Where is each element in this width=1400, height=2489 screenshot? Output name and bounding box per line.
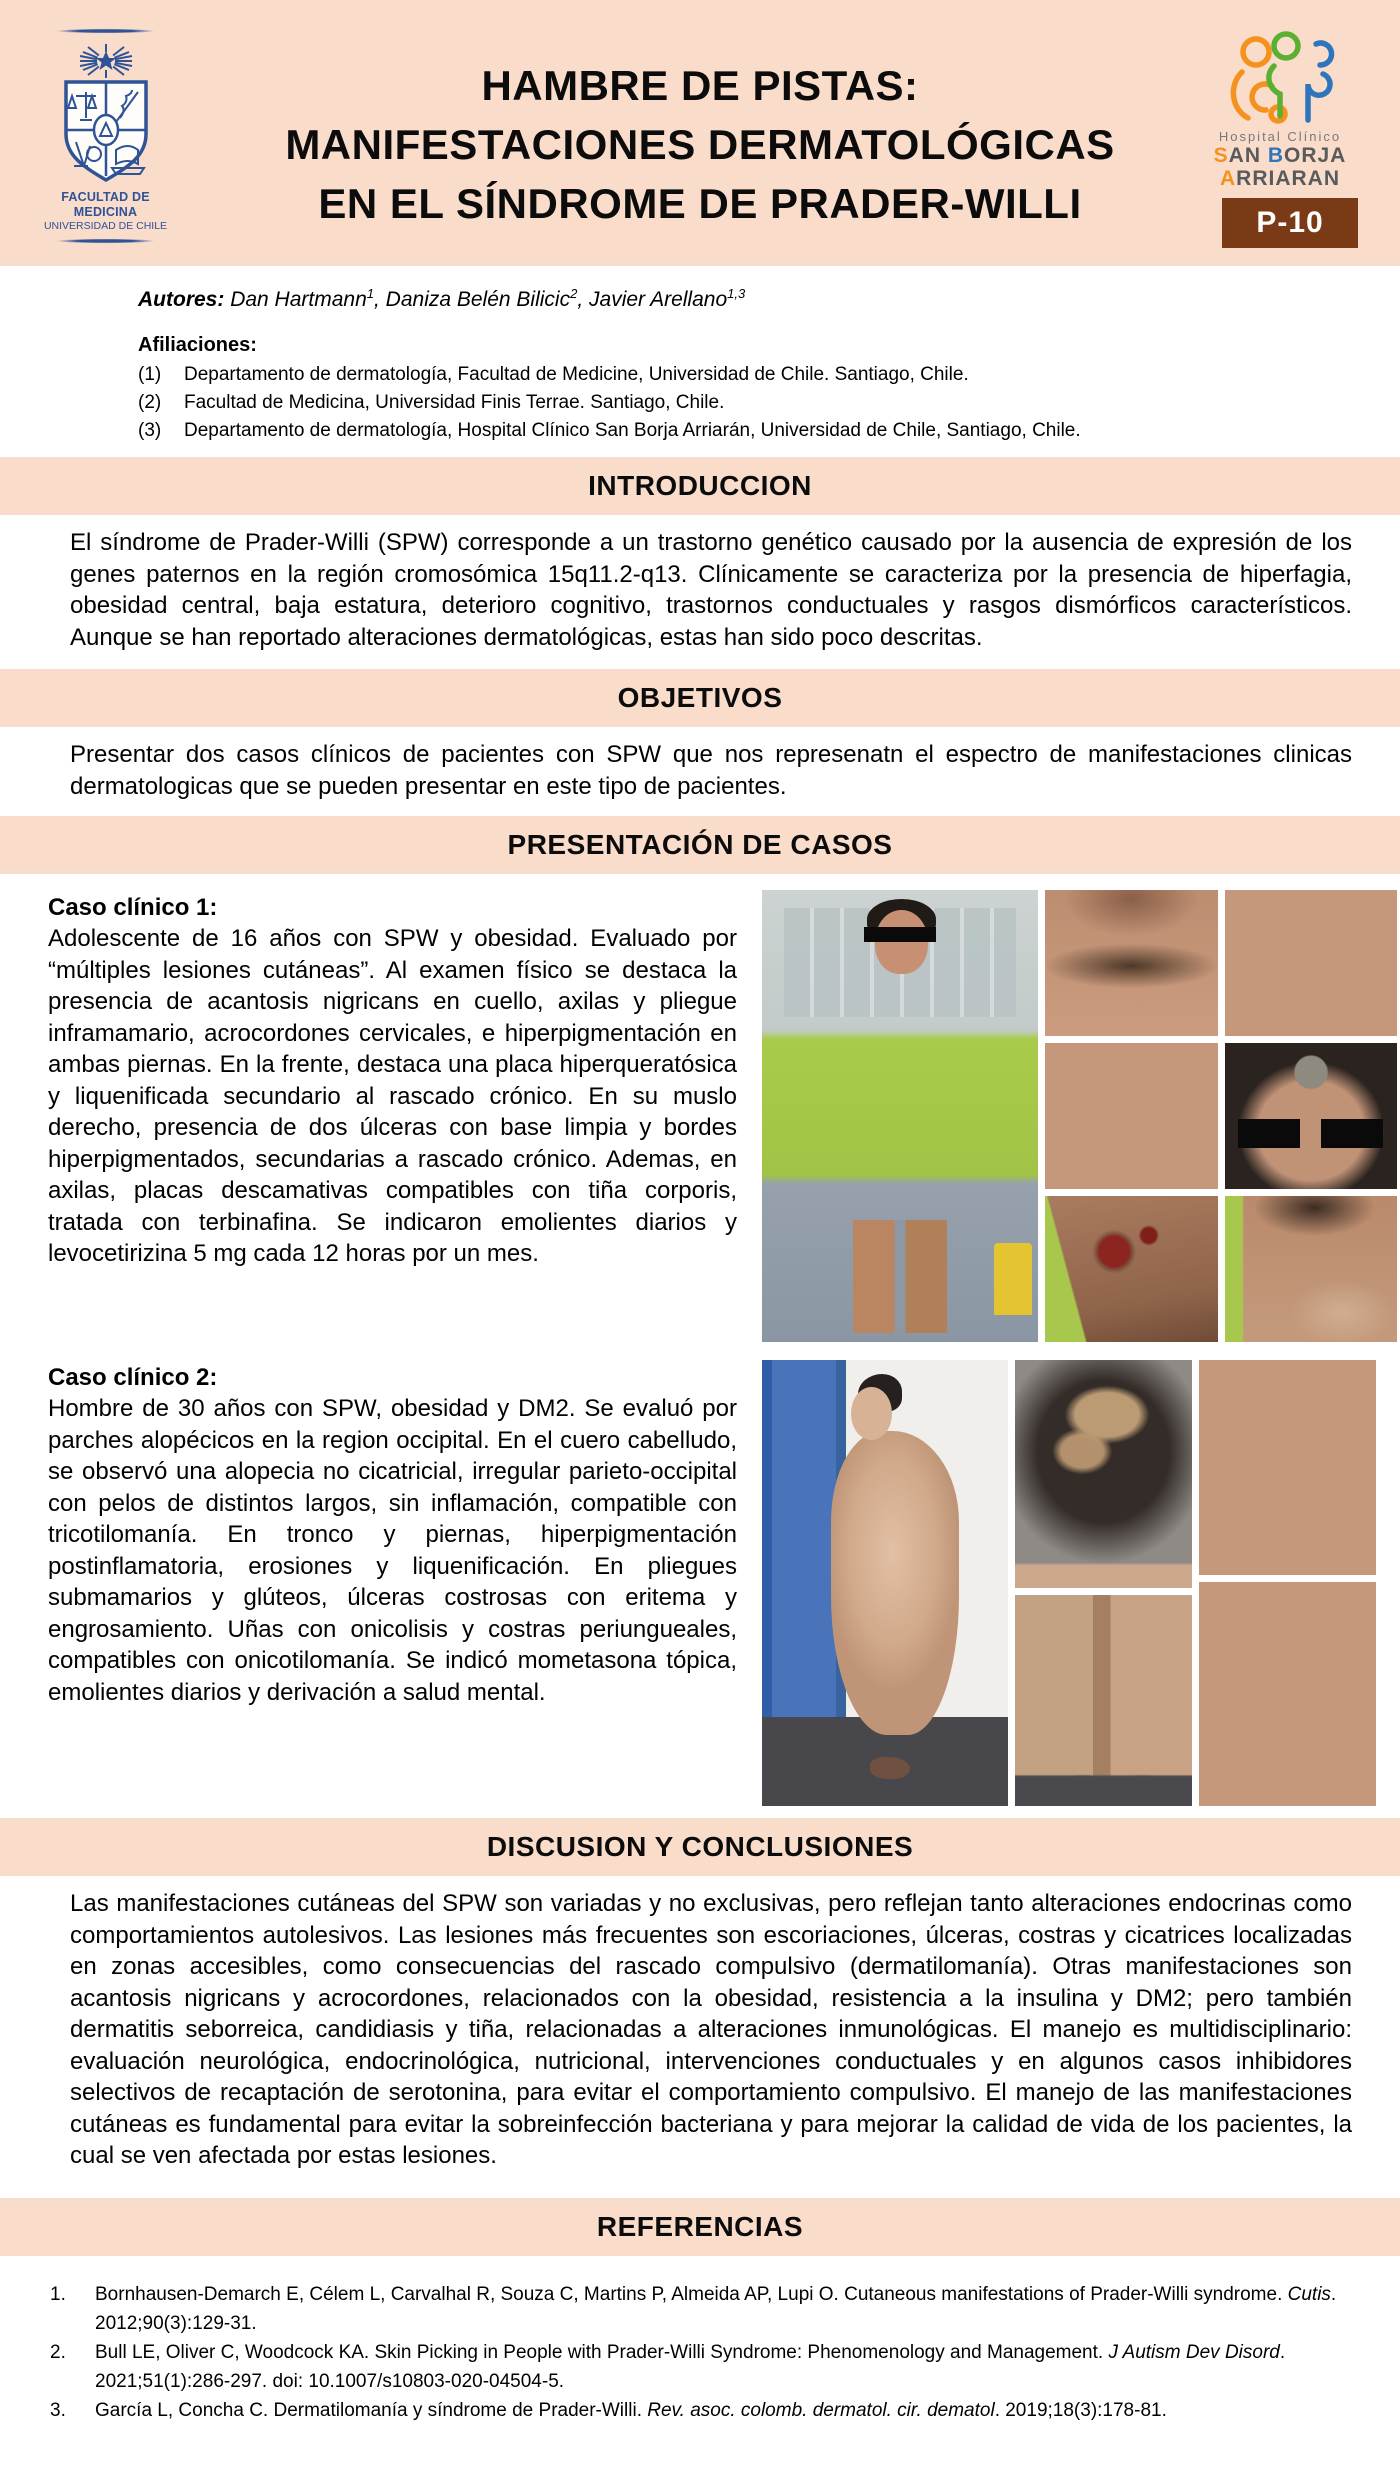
reference-item: 1. Bornhausen-Demarch E, Célem L, Carvalhal R, Souza C, Martins P, Almeida AP, Lupi O. Cutaneous manifestations of Prader-Willi syndrome. Cutis. 2012;90(3):129-31. (50, 2283, 1337, 2334)
authors-line (0, 266, 1400, 312)
hospital-logo-line2: SAN BORJA (1213, 144, 1347, 167)
university-logo (38, 28, 173, 244)
reference-item: 3. García L, Concha C. Dermatilomanía y síndrome de Prader-Willi. Rev. asoc. colomb. dermatol. cir. dematol. 2019;18(3):178-81. (50, 2399, 1167, 2421)
author-1: Dan Hartmann$^1$, (230, 286, 386, 311)
section-header-presentacion-de-casos: PRESENTACIÓN DE CASOS (0, 816, 1400, 874)
case1-photo-neck-front (1045, 890, 1218, 1036)
affiliation-item: (2) Facultad de Medicina, Universidad Finis Terrae. Santiago, Chile. (138, 392, 725, 413)
authors-label: Autores: (138, 288, 225, 311)
section-header-discusion: DISCUSION Y CONCLUSIONES (0, 1818, 1400, 1876)
case1-heading: Caso clínico 1: (48, 894, 218, 921)
case2-photo-legs-front (1015, 1595, 1192, 1806)
case2-photo-middle-column (1015, 1360, 1192, 1806)
poster-title (215, 56, 1185, 233)
objetivos-paragraph: Presentar dos casos clínicos de pacientes con SPW que nos represenatn el espectro de manifestaciones clinicas dermatologicas que se pueden presentar en este tipo de pacientes. (70, 741, 1352, 800)
section-header-introduccion: INTRODUCCION (0, 457, 1400, 515)
section-header-objetivos: OBJETIVOS (0, 669, 1400, 727)
case1-photo-thigh-ulcers (1045, 1196, 1218, 1342)
case1-text (0, 890, 737, 1270)
university-shield-icon (50, 38, 162, 188)
affiliations (0, 312, 1400, 445)
case1-row (0, 890, 1400, 1342)
author-2: Daniza Belén Bilicic$^2$, (385, 286, 590, 311)
hospital-figures-icon (1220, 30, 1340, 126)
yellow-bin (994, 1243, 1033, 1315)
university-logo-sub: UNIVERSIDAD DE CHILE (43, 220, 168, 232)
hospital-logo-line1: Hospital Clínico (1218, 129, 1342, 144)
case2-photo-alopecia-scalp (1015, 1360, 1192, 1588)
case1-photo-neck-side (1225, 890, 1398, 1036)
affiliations-label: Afiliaciones: (138, 334, 257, 356)
case1-photo-full-body (762, 890, 1038, 1342)
case1-photo-hip (1225, 1196, 1398, 1342)
case2-photo-collage (762, 1360, 1376, 1806)
references-list (50, 2280, 1352, 2425)
case2-photo-profile (762, 1360, 1008, 1806)
affiliation-item: (3) Departamento de dermatología, Hospital Clínico San Borja Arriarán, Universidad de Chile, Santiago, Chile. (138, 420, 1081, 441)
title-line-2: MANIFESTACIONES DERMATOLÓGICAS (285, 121, 1115, 168)
case2-photo-torso (1199, 1360, 1376, 1575)
title-line-1: HAMBRE DE PISTAS: (481, 62, 919, 109)
eye-censor-bar (864, 927, 936, 942)
poster-header (0, 0, 1400, 266)
case2-heading: Caso clínico 2: (48, 1364, 218, 1391)
affiliation-item: (1) Departamento de dermatología, Facultad de Medicine, Universidad de Chile. Santiago, Chile. (138, 364, 969, 385)
logo-top-rule (40, 28, 171, 34)
case1-photo-collage (762, 890, 1397, 1342)
case2-photo-right-column (1199, 1360, 1376, 1806)
case2-row (0, 1360, 1400, 1806)
hospital-logo-line3: ARRIARAN (1220, 167, 1340, 190)
case1-photo-forehead (1225, 1043, 1398, 1189)
section-header-referencias: REFERENCIAS (0, 2198, 1400, 2256)
case1-body: Adolescente de 16 años con SPW y obesidad. Evaluado por “múltiples lesiones cutáneas”. Al examen físico se destaca la presencia de acantosis nigricans en cuello, axilas y pliegue inframamario, acrocordones cervicales, e hiperpigmentación en ambas piernas. En la frente, destaca una placa hiperqueratósica y liquenificada secundario al rascado crónico. En su muslo derecho, presencia de dos úlceras con base limpia y bordes hiperpigmentados, secundarias a rascado crónico. Ademas, en axilas, placas descamativas compatibles con tiña corporis, tratada con terbinafina. Se indicaron emolientes diarios y levocetirizina 5 mg cada 12 horas por un mes. (48, 925, 737, 1267)
university-logo-name: FACULTAD DE MEDICINA (61, 190, 150, 219)
cases-section (0, 890, 1400, 1806)
case2-text (0, 1360, 737, 1708)
author-3: Javier Arellano$^{1,3}$ (589, 286, 746, 311)
case1-photo-legs (1045, 1043, 1218, 1189)
case2-body: Hombre de 30 años con SPW, obesidad y DM2. Se evaluó por parches alopécicos en la region occipital. En el cuero cabelludo, se observó una alopecia no cicatricial, irregular parieto-occipital con pelos de distintos largos, sin inflamación, compatible con tricotilomanía. En tronco y piernas, hiperpigmentación postinflamatoria, erosiones y liquenificación. En pliegues submamarios y glúteos, úlceras costrosas con eritema y engrosamiento. Uñas con onicolisis y costras periungueales, compatibles con onicotilomanía. Se indicó mometasona tópica, emolientes diarios y derivación a salud mental. (48, 1395, 737, 1706)
reference-item: 2. Bull LE, Oliver C, Woodcock KA. Skin Picking in People with Prader-Willi Syndrome: Phenomenology and Management. J Autism Dev Disord. 2021;51(1):286-297. doi: 10.1007/s10803-020-04504-5. (50, 2341, 1286, 2392)
eye-censor-bar (1238, 1119, 1300, 1148)
hospital-logo (1205, 30, 1355, 190)
logo-bottom-rule (40, 238, 171, 244)
case1-photo-grid (1045, 890, 1397, 1342)
intro-paragraph: El síndrome de Prader-Willi (SPW) corresponde a un trastorno genético causado por la ausencia de expresión de los genes paternos en la región cromosómica 15q11.2-q13. Clínicamente se caracteriza por la presencia de hiperfagia, obesidad central, baja estatura, deterioro cognitivo, trastornos conductuales y rasgos dismórficos característicos. Aunque se han reportado alteraciones dermatológicas, estas han sido poco descritas. (70, 529, 1352, 651)
discussion-paragraph: Las manifestaciones cutáneas del SPW son variadas y no exclusivas, pero reflejan tanto alteraciones endocrinas como comportamientos autolesivos. Las lesiones más frecuentes son escoriaciones, úlceras, costras y cicatrices localizadas en zonas accesibles, como consecuencias del rascado compulsivo (dermatilomanía). Otras manifestaciones son acantosis nigricans y acrocordones, relacionados con la obesidad, resistencia a la insulina y DM2; pero también dermatitis seborreica, candidiasis y tiña, relacionadas a alteraciones inmunológicas. El manejo es multidisciplinario: evaluación neurológica, endocrinológica, nutricional, intervenciones conductuales y en algunos casos inhibidores selectivos de recaptación de serotonina, para evitar el comportamiento compulsivo. El manejo de las manifestaciones cutáneas es fundamental para evitar la sobreinfección bacteriana y para mejorar la calidad de vida de los pacientes, la cual se ven afectada por estas lesiones. (70, 1890, 1352, 2169)
title-line-3: EN EL SÍNDROME DE PRADER-WILLI (318, 180, 1082, 227)
case2-photo-knee (1199, 1582, 1376, 1806)
poster-number-badge: P-10 (1222, 198, 1358, 248)
eye-censor-bar (1321, 1119, 1383, 1148)
